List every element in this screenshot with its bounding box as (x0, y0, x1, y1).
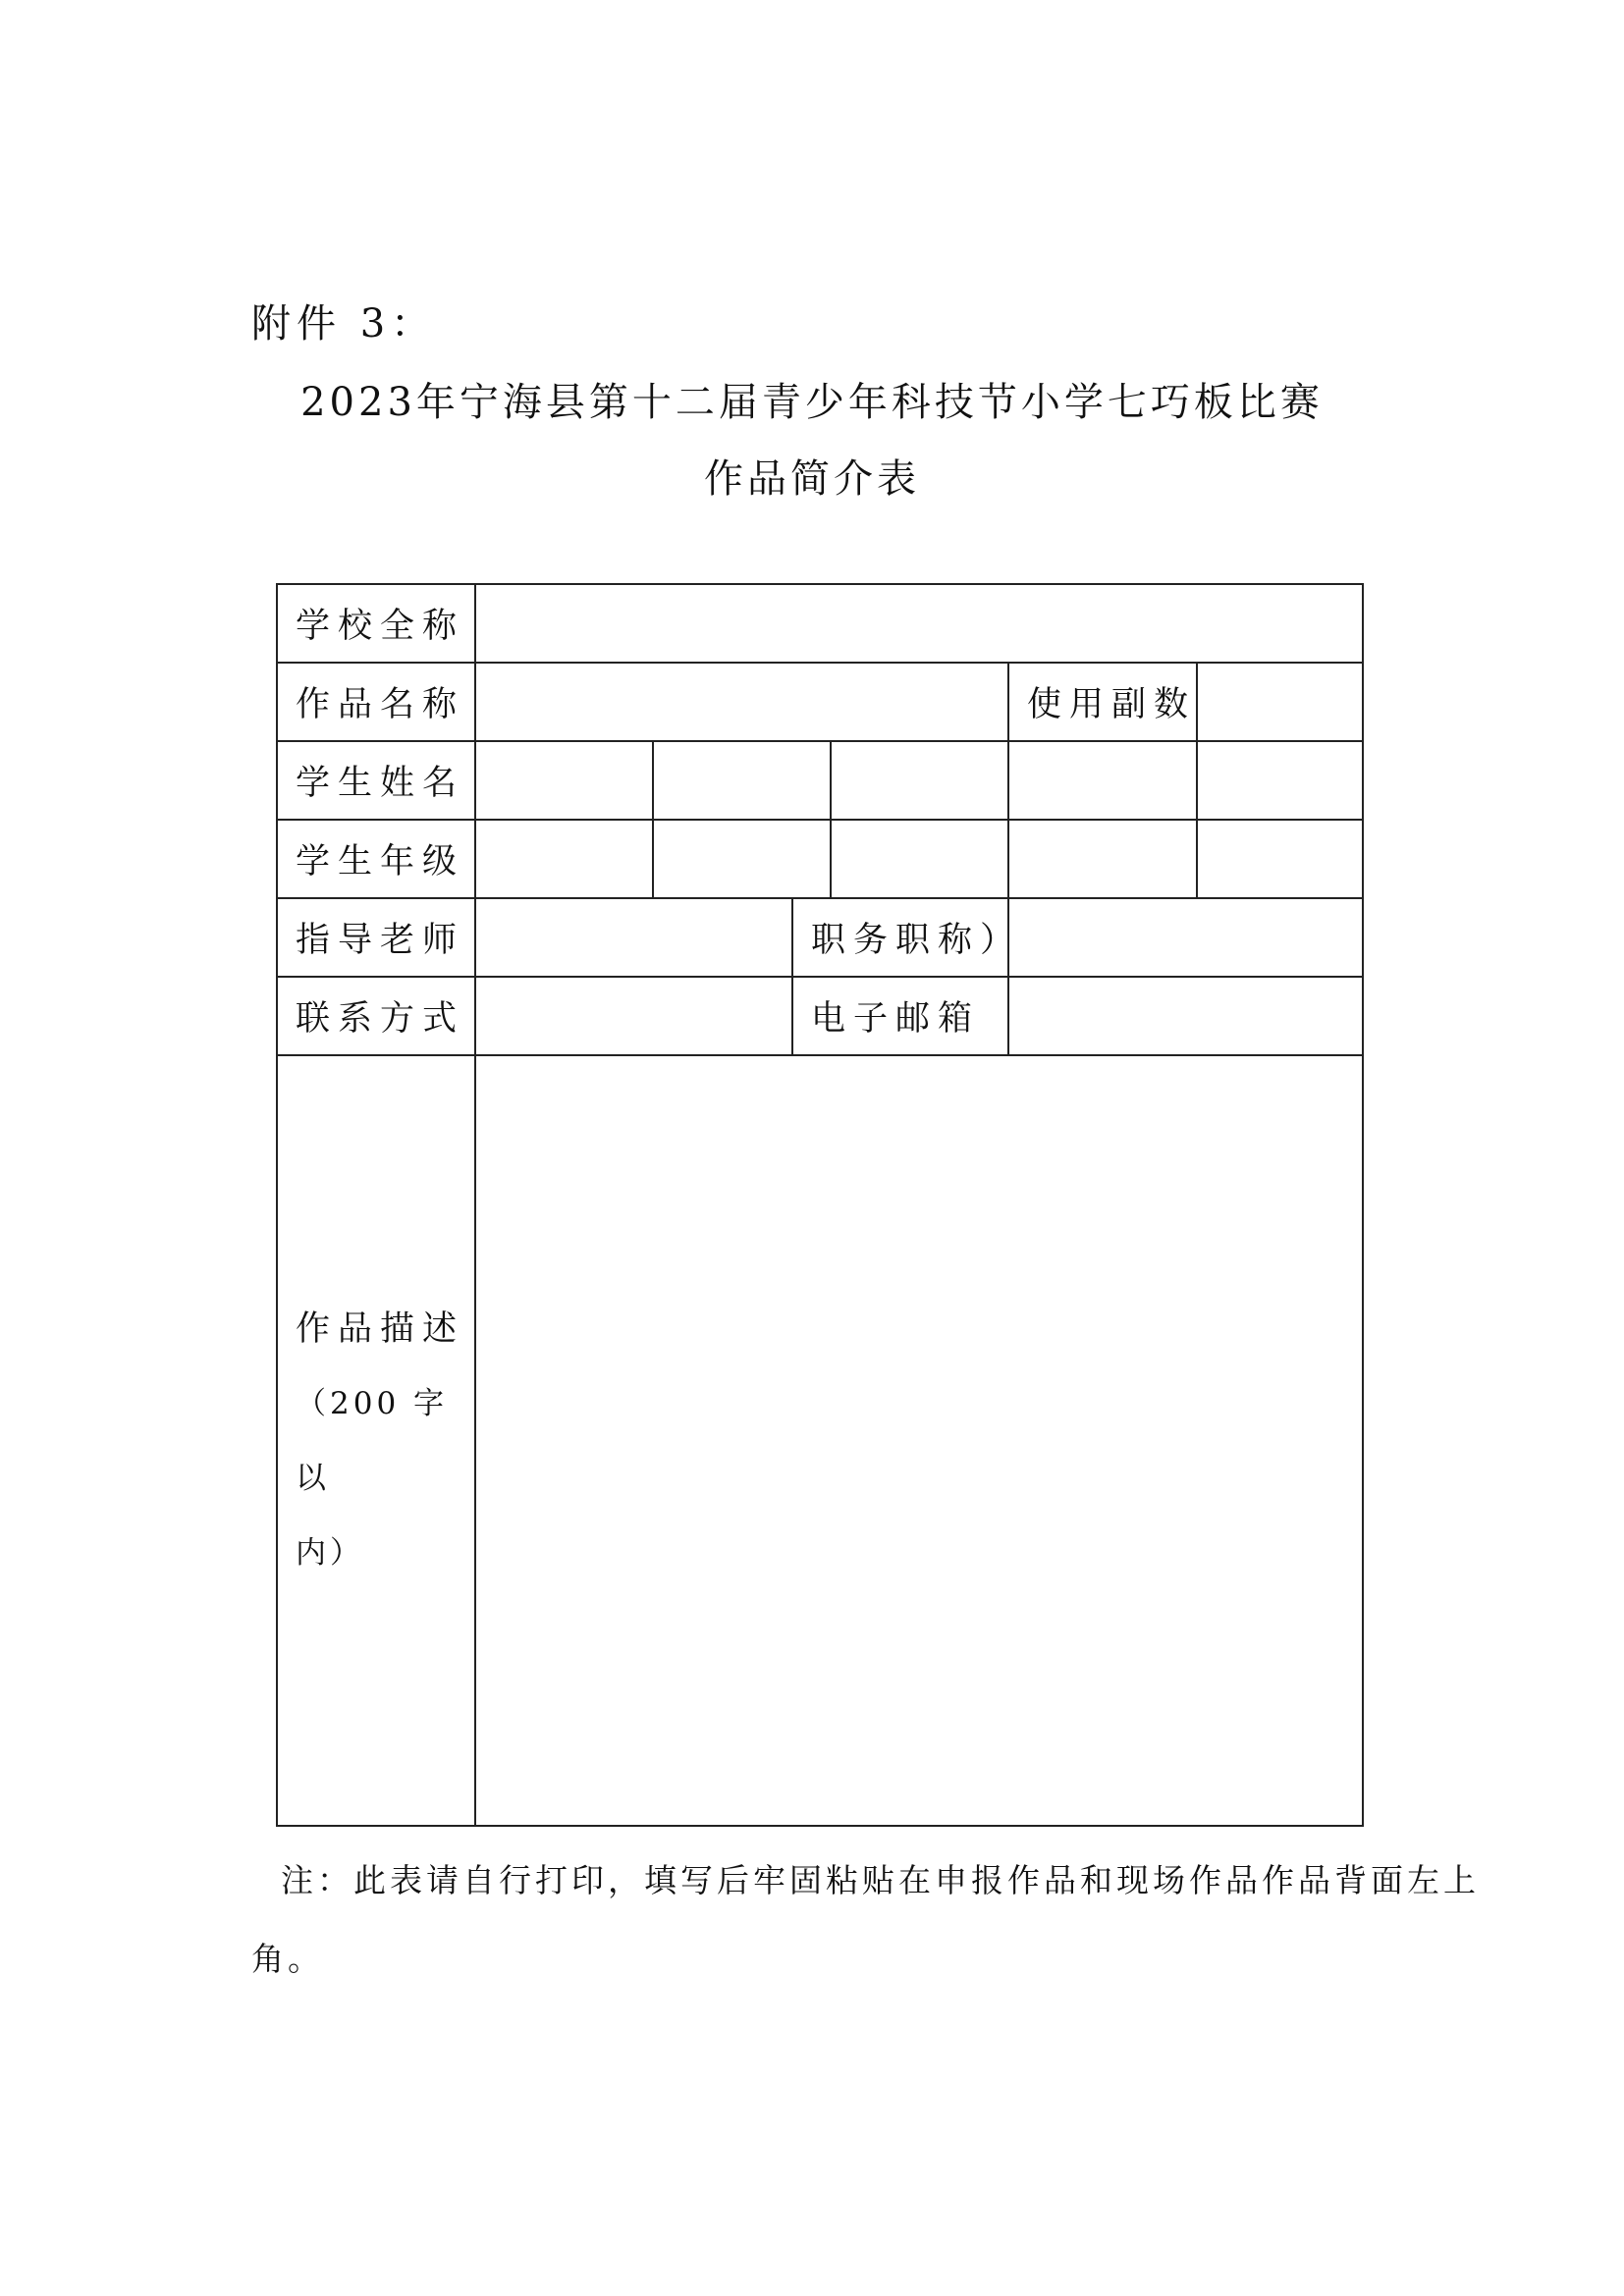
student-name-field-2[interactable] (653, 741, 831, 820)
student-name-field-5[interactable] (1197, 741, 1363, 820)
student-grade-field-1[interactable] (475, 820, 653, 898)
pieces-used-field[interactable] (1197, 663, 1363, 741)
row-student-name (277, 741, 1363, 820)
row-work-name (277, 663, 1363, 741)
student-grade-field-3[interactable] (831, 820, 1008, 898)
description-label-line-3: 内） (296, 1534, 364, 1571)
description-field[interactable] (475, 1055, 1363, 1826)
attachment-label: 附件 3： (251, 301, 437, 347)
work-intro-form-table (276, 583, 1364, 1827)
instructor-field[interactable] (475, 898, 792, 977)
contact-field[interactable] (475, 977, 792, 1055)
student-grade-field-2[interactable] (653, 820, 831, 898)
pieces-used-label: 使用副数 (1008, 663, 1197, 741)
student-name-label: 学生姓名 (277, 741, 475, 820)
work-name-field[interactable] (475, 663, 1008, 741)
row-contact (277, 977, 1363, 1055)
note-line-2: 角。 (251, 1940, 324, 1978)
document-title-line-2: 作品简介表 (704, 456, 920, 502)
document-title-line-1: 2023年宁海县第十二届青少年科技节小学七巧板比赛 (300, 380, 1324, 425)
student-grade-field-4[interactable] (1008, 820, 1197, 898)
note-line-1: 注：此表请自行打印，填写后牢固粘贴在申报作品和现场作品作品背面左上 (281, 1861, 1480, 1899)
student-grade-label: 学生年级 (277, 820, 475, 898)
school-full-name-label: 学校全称 (277, 584, 475, 663)
row-description (277, 1055, 1363, 1826)
student-grade-field-5[interactable] (1197, 820, 1363, 898)
description-label (277, 1055, 475, 1826)
student-name-field-1[interactable] (475, 741, 653, 820)
email-field[interactable] (1008, 977, 1363, 1055)
work-name-label: 作品名称 (277, 663, 475, 741)
row-instructor (277, 898, 1363, 977)
row-school (277, 584, 1363, 663)
school-full-name-field[interactable] (475, 584, 1363, 663)
row-student-grade (277, 820, 1363, 898)
position-title-field[interactable] (1008, 898, 1363, 977)
student-name-field-4[interactable] (1008, 741, 1197, 820)
instructor-label: 指导老师 (277, 898, 475, 977)
description-label-line-1: 作品描述 (296, 1308, 465, 1349)
description-label-line-2: （200 字以 (296, 1385, 449, 1496)
email-label: 电子邮箱 (792, 977, 1008, 1055)
contact-label: 联系方式 (277, 977, 475, 1055)
position-title-label: 职务职称） (792, 898, 1008, 977)
student-name-field-3[interactable] (831, 741, 1008, 820)
